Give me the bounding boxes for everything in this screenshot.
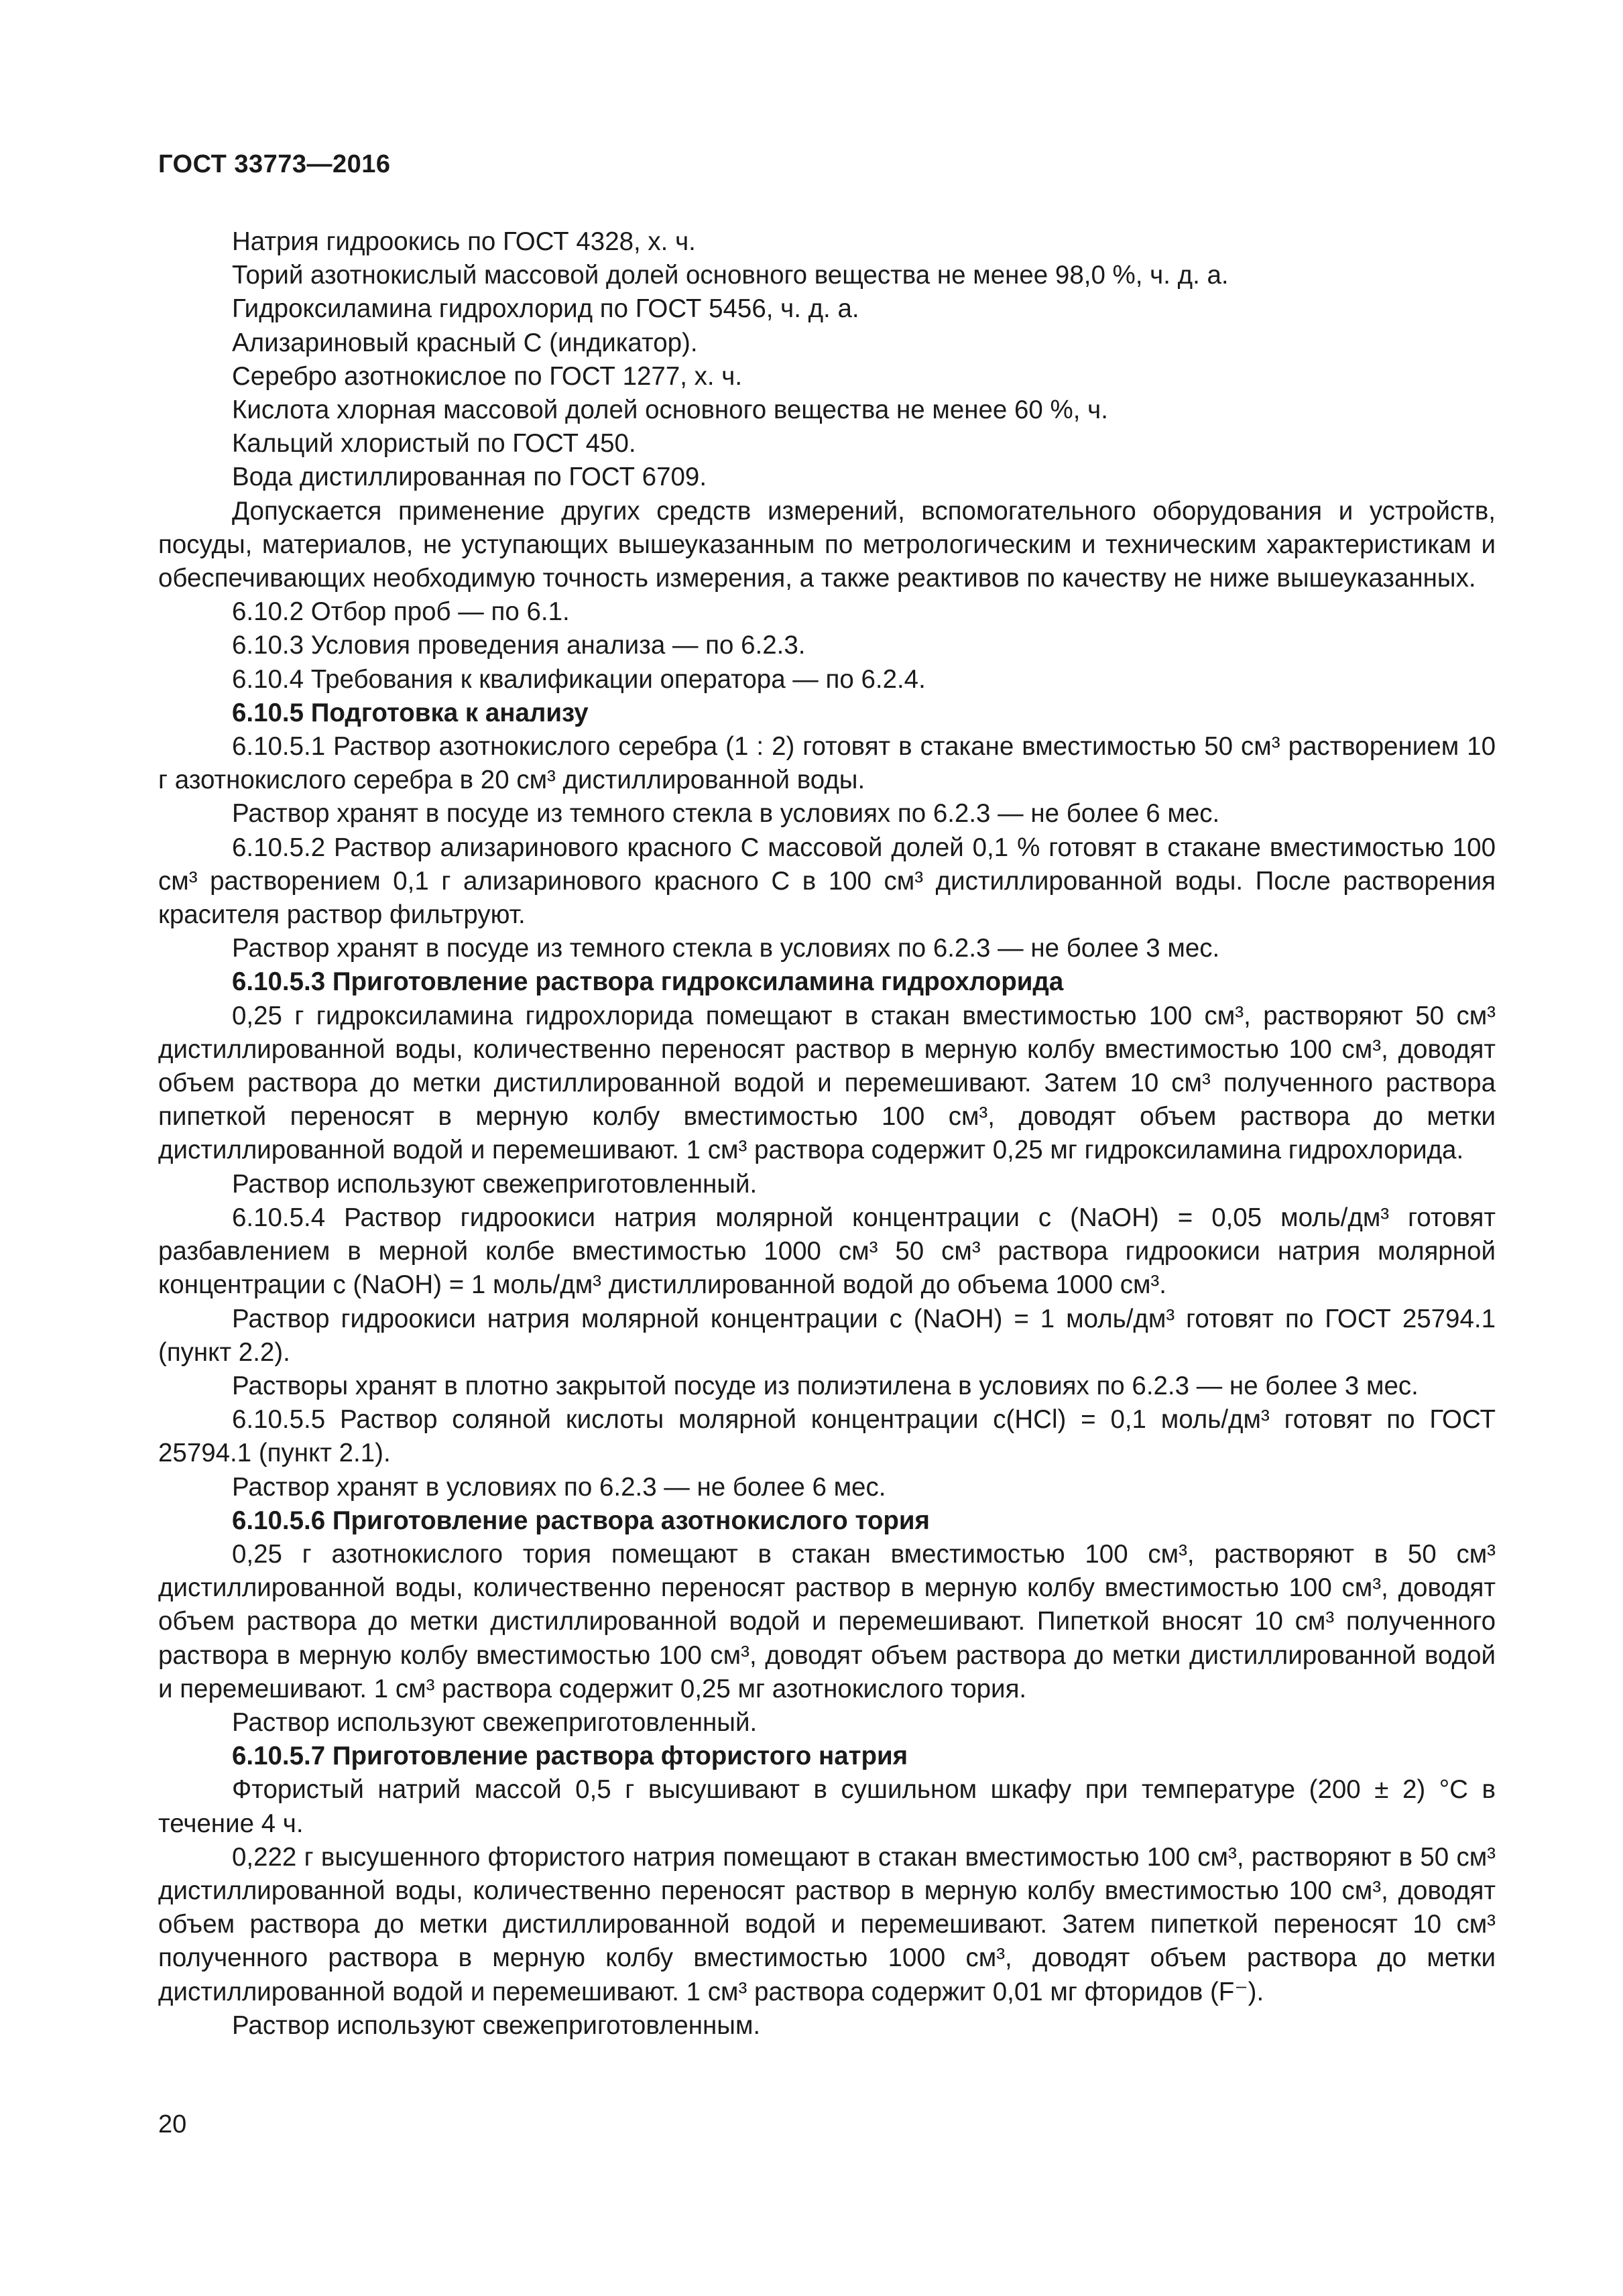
paragraph: 6.10.5.5 Раствор соляной кислоты молярной концентрации с(HCl) = 0,1 моль/дм³ готовят по ГОСТ 25794.1 (пункт 2.1). [158, 1405, 1496, 1468]
section-heading: 6.10.5.7 Приготовление раствора фтористого натрия [232, 1742, 908, 1771]
paragraph: Раствор используют свежеприготовленный. [232, 1169, 758, 1199]
paragraph: 6.10.5.2 Раствор ализаринового красного С массовой долей 0,1 % готовят в стакане вместимостью 100 см³ растворением 0,1 г ализаринового красного С в 100 см³ дистиллированной воды. После растворения красителя раствор фильтруют. [158, 833, 1496, 930]
paragraph: 6.10.3 Условия проведения анализа — по 6.2.3. [232, 631, 806, 660]
paragraph: Раствор используют свежеприготовленный. [232, 1707, 758, 1737]
paragraph: Гидроксиламина гидрохлорид по ГОСТ 5456, ч. д. а. [232, 294, 859, 324]
paragraph: Серебро азотнокислое по ГОСТ 1277, х. ч. [232, 361, 743, 391]
section-heading: 6.10.5.3 Приготовление раствора гидроксиламина гидрохлорида [232, 967, 1064, 997]
paragraph: 0,25 г азотнокислого тория помещают в стакан вместимостью 100 см³, растворяют в 50 см³ дистиллированной воды, количественно переносят раствор в мерную колбу вместимостью 100 см³, доводят объем раствора до метки дистиллированной водой и перемешивают. Пипеткой вносят 10 см³ полученного раствора в мерную колбу вместимостью 100 см³, доводят объем раствора до метки дистиллированной водой и перемешивают. 1 см³ раствора содержит 0,25 мг азотнокислого тория. [158, 1539, 1496, 1703]
paragraph: 6.10.5.1 Раствор азотнокислого серебра (1 : 2) готовят в стакане вместимостью 50 см³ растворением 10 г азотнокислого серебра в 20 см³ дистиллированной воды. [158, 732, 1496, 795]
paragraph: Ализариновый красный С (индикатор). [232, 328, 698, 357]
page-number: 20 [158, 2110, 187, 2138]
paragraph: Допускается применение других средств измерений, вспомогательного оборудования и устройств, посуды, материалов, не уступающих вышеуказанным по метрологическим и техническим характеристикам и обеспечивающих необходимую точность измерения, а также реактивов по качеству не ниже вышеуказанных. [158, 496, 1496, 593]
section-heading: 6.10.5 Подготовка к анализу [232, 698, 589, 727]
paragraph: 0,25 г гидроксиламина гидрохлорида помещают в стакан вместимостью 100 см³, растворяют 50 см³ дистиллированной воды, количественно переносят раствор в мерную колбу вместимостью 100 см³, доводят объем раствора до метки дистиллированной водой и перемешивают. Затем 10 см³ полученного раствора пипеткой переносят в мерную колбу вместимостью 100 см³, доводят объем раствора до метки дистиллированной водой и перемешивают. 1 см³ раствора содержит 0,25 мг гидроксиламина гидрохлорида. [158, 1001, 1496, 1165]
document-header: ГОСТ 33773—2016 [158, 150, 391, 178]
paragraph: 6.10.2 Отбор проб — по 6.1. [232, 597, 570, 627]
paragraph: 6.10.5.4 Раствор гидроокиси натрия молярной концентрации с (NaOH) = 0,05 моль/дм³ готовят разбавлением в мерной колбе вместимостью 1000 см³ 50 см³ раствора гидроокиси натрия молярной концентрации с (NaOH) = 1 моль/дм³ дистиллированной водой до объема 1000 см³. [158, 1203, 1496, 1300]
document-body [158, 225, 1496, 2043]
paragraph: 6.10.4 Требования к квалификации оператора — по 6.2.4. [232, 664, 926, 694]
paragraph: Кислота хлорная массовой долей основного вещества не менее 60 %, ч. [232, 396, 1108, 425]
paragraph: Раствор хранят в посуде из темного стекла в условиях по 6.2.3 — не более 6 мес. [232, 799, 1220, 829]
paragraph: 0,222 г высушенного фтористого натрия помещают в стакан вместимостью 100 см³, растворяют в 50 см³ дистиллированной воды, количественно переносят раствор в мерную колбу вместимостью 100 см³, доводят объем раствора до метки дистиллированной водой и перемешивают. Затем пипеткой переносят 10 см³ полученного раствора в мерную колбу вместимостью 1000 см³, доводят объем раствора до метки дистиллированной водой и перемешивают. 1 см³ раствора содержит 0,01 мг фторидов (F⁻). [158, 1842, 1496, 2006]
paragraph: Натрия гидроокись по ГОСТ 4328, х. ч. [232, 227, 696, 256]
paragraph: Кальций хлористый по ГОСТ 450. [232, 429, 636, 459]
paragraph: Раствор хранят в посуде из темного стекла в условиях по 6.2.3 — не более 3 мес. [232, 934, 1220, 963]
paragraph: Вода дистиллированная по ГОСТ 6709. [232, 463, 707, 492]
paragraph: Торий азотнокислый массовой долей основного вещества не менее 98,0 %, ч. д. а. [232, 261, 1229, 290]
paragraph: Фтористый натрий массой 0,5 г высушивают в сушильном шкафу при температуре (200 ± 2) °С в течение 4 ч. [158, 1775, 1496, 1838]
paragraph: Раствор хранят в условиях по 6.2.3 — не более 6 мес. [232, 1472, 886, 1502]
section-heading: 6.10.5.6 Приготовление раствора азотнокислого тория [232, 1506, 930, 1535]
paragraph: Растворы хранят в плотно закрытой посуде из полиэтилена в условиях по 6.2.3 — не более 3 мес. [232, 1371, 1419, 1400]
paragraph: Раствор используют свежеприготовленным. [232, 2010, 761, 2040]
paragraph: Раствор гидроокиси натрия молярной концентрации с (NaOH) = 1 моль/дм³ готовят по ГОСТ 25794.1 (пункт 2.2). [158, 1304, 1496, 1367]
